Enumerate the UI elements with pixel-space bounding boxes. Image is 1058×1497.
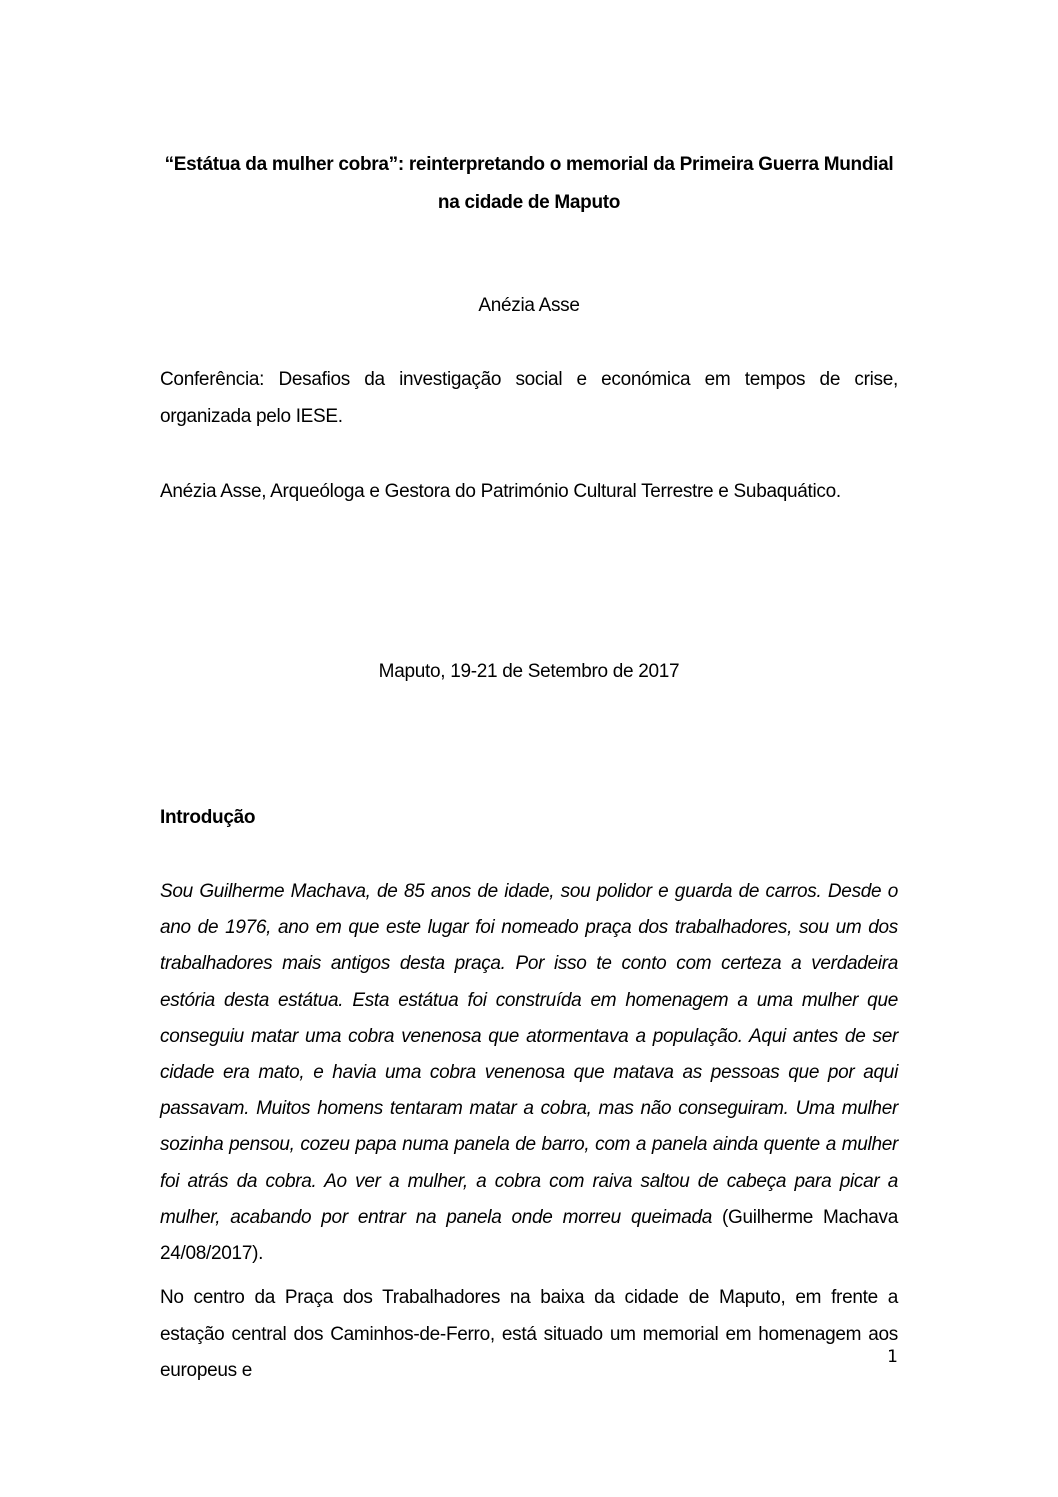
section-heading-introduction: Introdução bbox=[160, 807, 256, 828]
quote-citation: (Guilherme Machava 24/08/2017). bbox=[160, 1206, 898, 1265]
author-name: Anézia Asse bbox=[478, 295, 580, 316]
place-and-date: Maputo, 19-21 de Setembro de 2017 bbox=[378, 661, 680, 682]
conference-info: Conferência: Desafios da investigação social e económica em tempos de crise, organizada pelo IESE. bbox=[160, 369, 898, 427]
page-number: 1 bbox=[887, 1347, 898, 1367]
author-affiliation: Anézia Asse, Arqueóloga e Gestora do Património Cultural Terrestre e Subaquático. bbox=[160, 481, 841, 502]
body-paragraph: No centro da Praça dos Trabalhadores na baixa da cidade de Maputo, em frente a estação central dos Caminhos-de-Ferro, está situado um memorial em homenagem aos europeus e bbox=[160, 1287, 898, 1381]
interview-quote bbox=[160, 874, 898, 1272]
document-title: “Estátua da mulher cobra”: reinterpretando o memorial da Primeira Guerra Mundial na cidade de Maputo bbox=[164, 154, 894, 213]
quote-text: Sou Guilherme Machava, de 85 anos de idade, sou polidor e guarda de carros. Desde o ano de 1976, ano em que este lugar foi nomeado praça dos trabalhadores, sou um dos trabalhadores mais antigos desta praça. Por isso te conto com certeza a verdadeira estória desta estátua. Esta estátua foi construída em homenagem a uma mulher que conseguiu matar uma cobra venenosa que atormentava a população. Aqui antes de ser cidade era mato, e havia uma cobra venenosa que matava as pessoas que por aqui passavam. Muitos homens tentaram matar a cobra, mas não conseguiram. Uma mulher sozinha pensou, cozeu papa numa panela de barro, com a panela ainda quente a mulher foi atrás da cobra. Ao ver a mulher, a cobra com raiva saltou de cabeça para picar a mulher, acabando por entrar na panela onde morreu queimada bbox=[160, 881, 898, 1228]
